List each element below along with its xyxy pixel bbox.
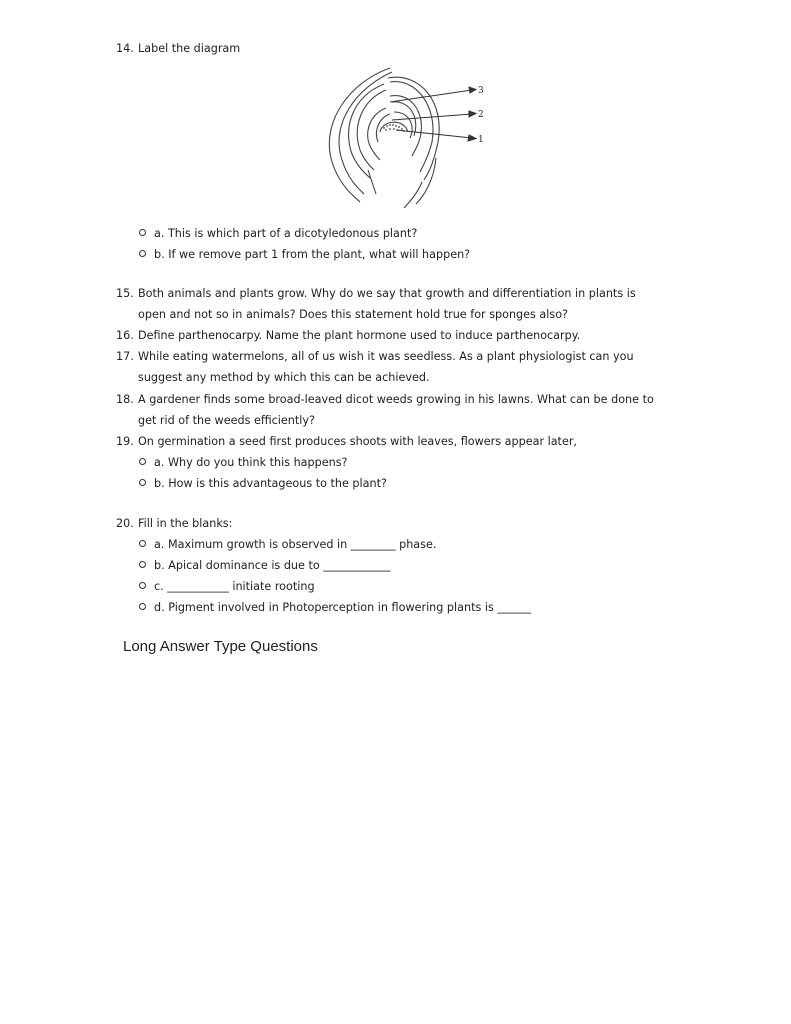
diagram-arrowhead-2 (469, 111, 476, 117)
diagram-outer-leaf-left (329, 68, 390, 202)
question-14 (116, 38, 240, 59)
section-heading: Long Answer Type Questions (123, 638, 318, 655)
diagram-stem-right (404, 182, 422, 208)
question-text: Define parthenocarpy. Name the plant hormone used to induce parthenocarpy. (138, 329, 581, 342)
shoot-apex-diagram (320, 62, 490, 208)
diagram-stem-right-outer (416, 158, 436, 204)
bullet-icon (139, 582, 146, 589)
diagram-label-2: 2 (478, 110, 484, 120)
list-item: d. Pigment involved in Photoperception in flowering plants is ______ (139, 597, 531, 618)
diagram-arrow-1 (396, 130, 472, 138)
question-15-continuation: open and not so in animals? Does this statement hold true for sponges also? (138, 308, 568, 321)
bullet-icon (139, 229, 146, 236)
question-text: Fill in the blanks: (138, 517, 233, 530)
bullet-icon (139, 458, 146, 465)
question-text: Both animals and plants grow. Why do we say that growth and differentiation in plants is (138, 287, 636, 300)
question-18-continuation: get rid of the weeds efficiently? (138, 414, 315, 427)
bullet-icon (139, 479, 146, 486)
question-number: 14. (116, 42, 134, 55)
list-item: c. ___________ initiate rooting (139, 576, 315, 597)
question-number: 16. (116, 329, 134, 342)
question-number: 17. (116, 350, 134, 363)
bullet-icon (139, 561, 146, 568)
diagram-stem-left (368, 170, 376, 194)
list-item: a. Why do you think this happens? (139, 452, 347, 473)
diagram-middle-leaf-left-inner (357, 90, 386, 170)
diagram-label-3: 3 (478, 86, 484, 96)
question-number: 15. (116, 287, 134, 300)
bullet-icon (139, 250, 146, 257)
bullet-icon (139, 540, 146, 547)
list-item: a. This is which part of a dicotyledonous plant? (139, 223, 417, 244)
list-item: b. If we remove part 1 from the plant, what will happen? (139, 244, 470, 265)
question-20 (116, 513, 232, 534)
question-17-continuation: suggest any method by which this can be achieved. (138, 371, 430, 384)
question-text: Label the diagram (138, 42, 241, 55)
question-text: While eating watermelons, all of us wish it was seedless. As a plant physiologist can you (138, 350, 634, 363)
diagram-outer-leaf-right (388, 77, 439, 180)
diagram-middle-leaf-left (349, 84, 384, 178)
question-number: 20. (116, 517, 134, 530)
question-text: A gardener finds some broad-leaved dicot weeds growing in his lawns. What can be done to (138, 393, 654, 406)
question-19 (116, 431, 577, 452)
question-18 (116, 389, 654, 410)
list-item: b. How is this advantageous to the plant? (139, 473, 387, 494)
question-text: On germination a seed first produces shoots with leaves, flowers appear later, (138, 435, 577, 448)
question-number: 18. (116, 393, 134, 406)
diagram-label-1: 1 (478, 135, 484, 145)
bullet-icon (139, 603, 146, 610)
question-15 (116, 283, 636, 304)
question-16 (116, 325, 580, 346)
list-item: a. Maximum growth is observed in ________ phase. (139, 534, 436, 555)
list-item: b. Apical dominance is due to ____________ (139, 555, 390, 576)
diagram-arrowhead-3 (469, 87, 476, 93)
diagram-arrowhead-1 (468, 135, 476, 141)
question-17 (116, 346, 634, 367)
question-number: 19. (116, 435, 134, 448)
